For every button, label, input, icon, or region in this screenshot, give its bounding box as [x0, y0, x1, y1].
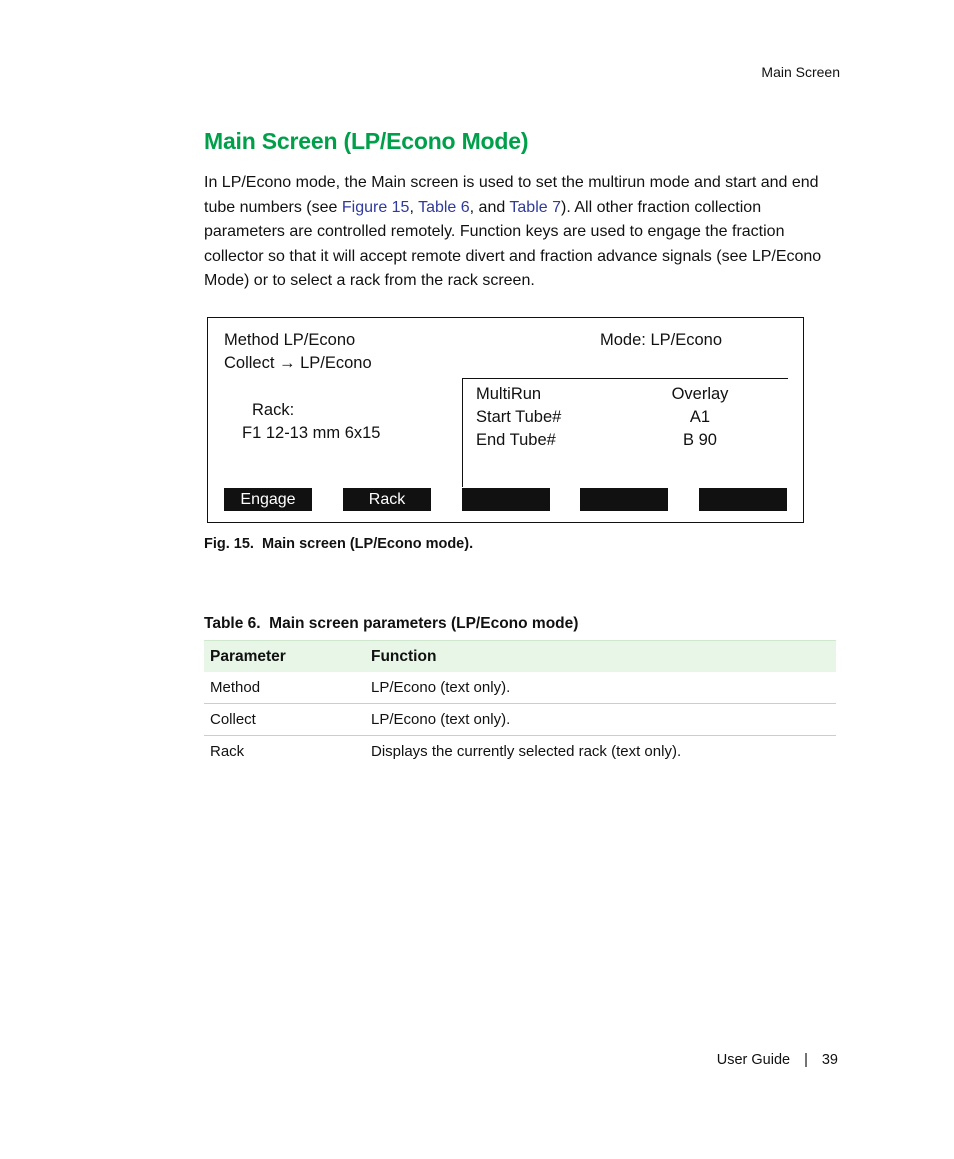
function-key-3[interactable]	[462, 488, 550, 511]
rack-value: F1 12-13 mm 6x15	[242, 424, 381, 442]
parameters-table	[204, 640, 836, 767]
table-row	[204, 704, 836, 736]
table-row	[204, 672, 836, 704]
intro-text-3: , and	[469, 198, 510, 216]
mode-text: Mode: LP/Econo	[600, 331, 722, 349]
end-tube-label: End Tube#	[476, 431, 556, 449]
method-text: Method LP/Econo	[224, 331, 356, 349]
table-row	[204, 736, 836, 768]
multirun-label: MultiRun	[476, 385, 542, 403]
row-parameter: Method	[210, 679, 261, 696]
row-parameter: Rack	[204, 736, 365, 768]
page-number: 39	[821, 1052, 838, 1068]
intro-text-1: In LP/Econo mode, the Main screen is used to set the multirun mode and start and end tube numbers (see	[204, 174, 819, 216]
end-tube-value: B 90	[683, 431, 717, 449]
main-screen-figure	[207, 317, 804, 523]
header-function: Function	[365, 641, 836, 673]
footer-separator: |	[804, 1052, 808, 1068]
function-key-5[interactable]	[699, 488, 787, 511]
table-caption: Table 6. Main screen parameters (LP/Econo mode)	[204, 615, 579, 632]
header-parameter: Parameter	[204, 641, 365, 673]
start-tube-label: Start Tube#	[476, 408, 562, 426]
multirun-value: Overlay	[671, 385, 729, 403]
start-tube-value: A1	[689, 408, 711, 426]
row-function: Displays the currently selected rack (text only).	[365, 736, 836, 768]
engage-function-key[interactable]: Engage	[224, 488, 312, 511]
table-7-link[interactable]: Table 7	[509, 198, 561, 216]
running-header: Main Screen	[761, 64, 840, 80]
row-function: LP/Econo (text only).	[371, 679, 511, 696]
figure-15-link[interactable]: Figure 15	[341, 198, 410, 216]
screen-divider-vertical	[462, 378, 463, 487]
rack-label: Rack:	[252, 401, 295, 419]
collect-text: Collect → LP/Econo	[224, 354, 372, 372]
page-footer	[717, 1052, 838, 1068]
intro-text-4: ). All other fraction collection parameters are controlled remotely. Function keys are used to engage the fraction collector so that it will accept remote divert and fraction advance signals (see LP/Econo Mode) or to select a rack from the rack screen.	[204, 198, 822, 290]
table-6-link[interactable]: Table 6	[418, 198, 470, 216]
row-function: LP/Econo (text only).	[365, 704, 836, 736]
screen-divider-horizontal	[463, 378, 788, 379]
intro-paragraph	[204, 171, 840, 294]
section-title: Main Screen (LP/Econo Mode)	[204, 128, 529, 154]
rack-function-key[interactable]: Rack	[343, 488, 431, 511]
footer-doc-title: User Guide	[716, 1052, 791, 1068]
intro-text-2: ,	[409, 198, 419, 216]
function-key-4[interactable]	[580, 488, 668, 511]
table-header-row	[204, 641, 836, 673]
figure-caption: Fig. 15. Main screen (LP/Econo mode).	[204, 536, 474, 552]
row-parameter: Collect	[204, 704, 365, 736]
